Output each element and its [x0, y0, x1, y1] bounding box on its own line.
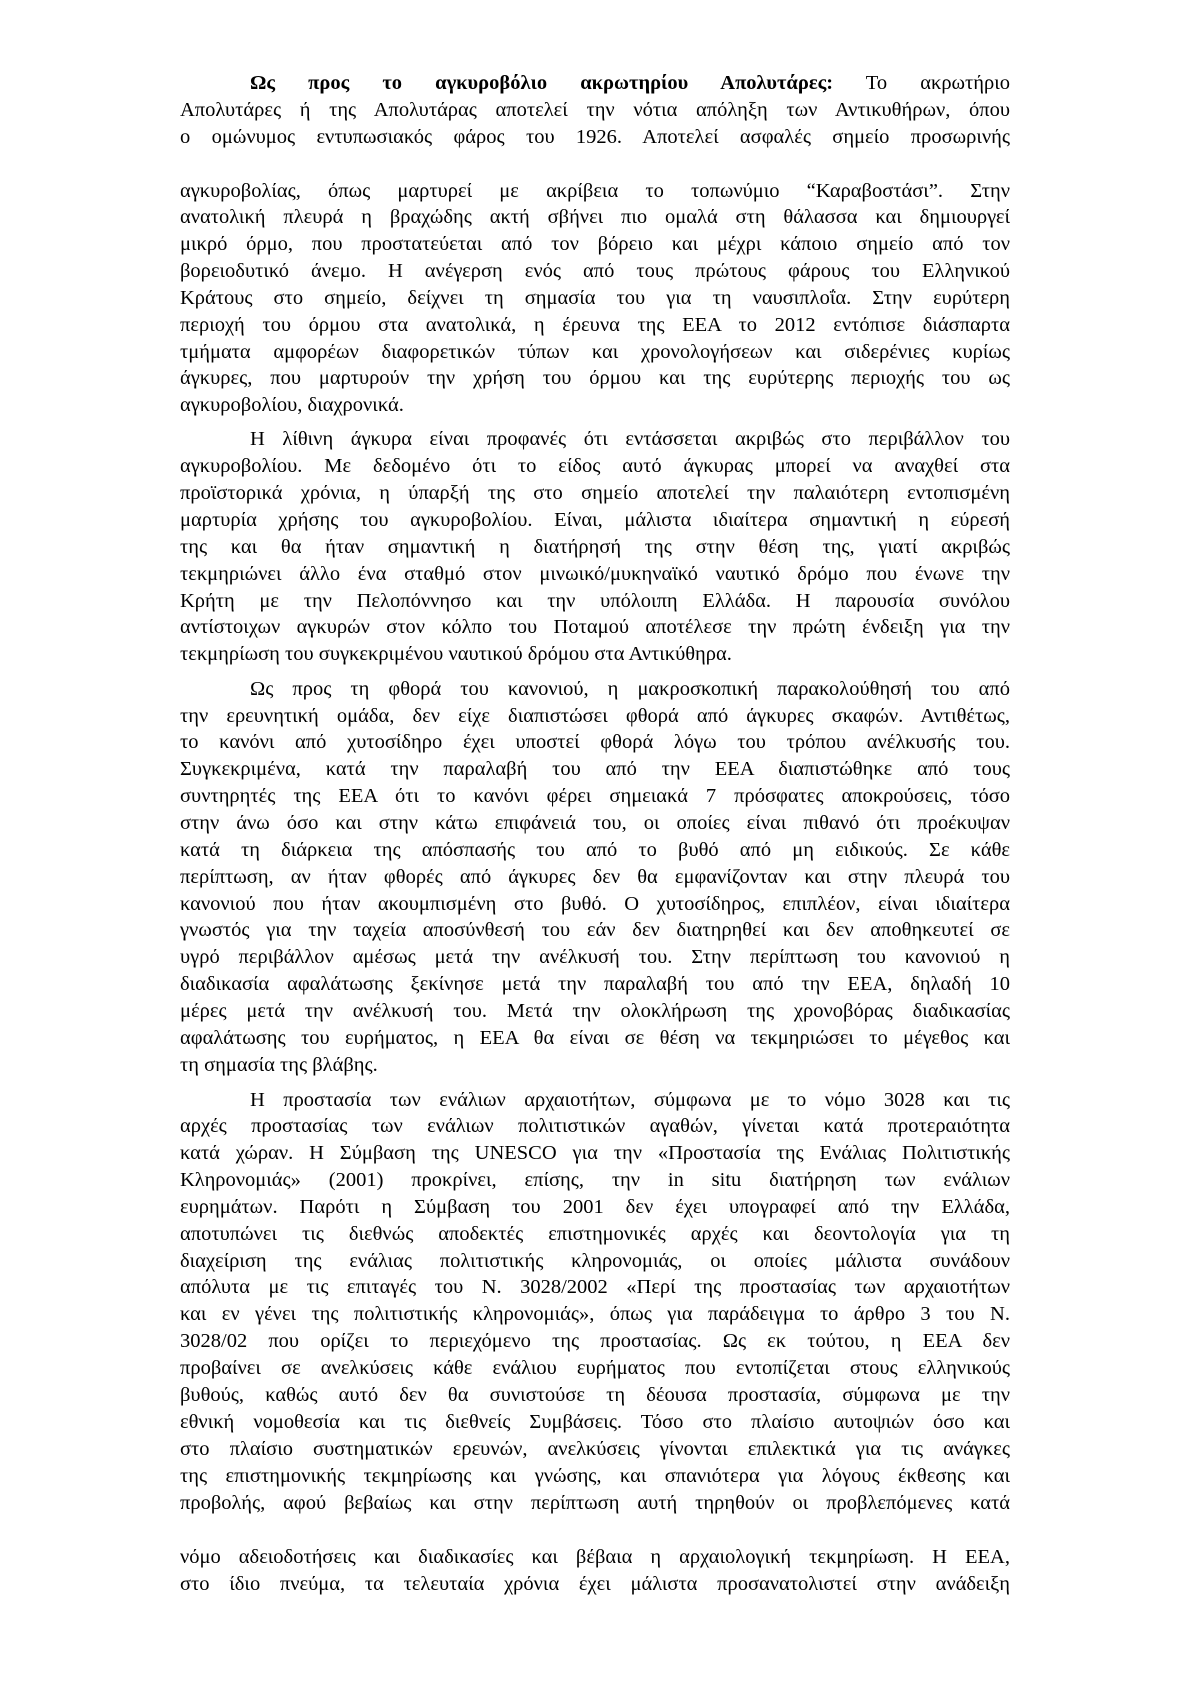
- text-line: Ως προς το αγκυροβόλιο ακρωτηρίου Απολυτάρες: Το ακρωτήριο: [250, 72, 1010, 94]
- text-line: και εν γένει της πολιτιστικής κληρονομιάς», όπως για παράδειγμα το άρθρο 3 του Ν.: [180, 1303, 1010, 1325]
- text-line: Ως προς τη φθορά του κανονιού, η μακροσκοπική παρακολούθησή του από: [250, 678, 1010, 700]
- text-line: Κληρονομιάς» (2001) προκρίνει, επίσης, την in situ διατήρηση των ενάλιων: [180, 1169, 1010, 1191]
- text-line: μέρες μετά την ανέλκυσή του. Μετά την ολοκλήρωση της χρονοβόρας διαδικασίας: [180, 1000, 1010, 1022]
- text-line: άγκυρες, που μαρτυρούν την χρήση του όρμου και της ευρύτερης περιοχής του ως: [180, 367, 1010, 389]
- text-line: Κράτους στο σημείο, δείχνει τη σημασία του για τη ναυσιπλοΐα. Στην ευρύτερη: [180, 287, 1010, 309]
- text-line: προϊστορικά χρόνια, η ύπαρξή της στο σημείο αποτελεί την παλαιότερη εντοπισμένη: [180, 482, 1010, 504]
- text-line: Η λίθινη άγκυρα είναι προφανές ότι εντάσσεται ακριβώς στο περιβάλλον του: [250, 428, 1010, 450]
- text-line: Απολυτάρες ή της Απολυτάρας αποτελεί την νότια απόληξη των Αντικυθήρων, όπου: [180, 99, 1010, 121]
- text-line: περιοχή του όρμου στα ανατολικά, η έρευνα της ΕΕΑ το 2012 εντόπισε διάσπαρτα: [180, 314, 1010, 336]
- text-line: μαρτυρία χρήσης του αγκυροβολίου. Είναι, μάλιστα ιδιαίτερα σημαντική η εύρεσή: [180, 509, 1010, 531]
- text-line: προβολής, αφού βεβαίως και στην περίπτωση αυτή τηρηθούν οι προβλεπόμενες κατά: [180, 1492, 1010, 1514]
- text-line: την ερευνητική ομάδα, δεν είχε διαπιστώσει φθορά από άγκυρες σκαφών. Αντιθέτως,: [180, 705, 1010, 727]
- text-line: νόμο αδειοδοτήσεις και διαδικασίες και βέβαια η αρχαιολογική τεκμηρίωση. Η ΕΕΑ,: [180, 1546, 1010, 1568]
- text-line: γνωστός για την ταχεία αποσύνθεσή του εάν δεν διατηρηθεί και δεν αποθηκευτεί σε: [180, 919, 1010, 941]
- text-line: κατά τη διάρκεια της απόσπασής του από το βυθό από μη ειδικούς. Σε κάθε: [180, 839, 1010, 861]
- text-line: αγκυροβολίου. Με δεδομένο ότι το είδος αυτό άγκυρας μπορεί να αναχθεί στα: [180, 455, 1010, 477]
- paragraph-lead-heading: Ως προς το αγκυροβόλιο ακρωτηρίου Απολυτάρες:: [250, 72, 834, 94]
- text-line: αντίστοιχων αγκυρών στον κόλπο του Ποταμού αποτέλεσε την πρώτη ένδειξη για την: [180, 616, 1010, 638]
- text-line: ανατολική πλευρά η βραχώδης ακτή σβήνει πιο ομαλά στη θάλασσα και δημιουργεί: [180, 206, 1010, 228]
- text-line: Συγκεκριμένα, κατά την παραλαβή του από την ΕΕΑ διαπιστώθηκε από τους: [180, 758, 1010, 780]
- text-line: εθνική νομοθεσία και τις διεθνείς Συμβάσεις. Τόσο στο πλαίσιο αυτοψιών όσο και: [180, 1411, 1010, 1433]
- text-line: αρχές προστασίας των ενάλιων πολιτιστικών αγαθών, γίνεται κατά προτεραιότητα: [180, 1115, 1010, 1137]
- text-line: κατά χώραν. Η Σύμβαση της UNESCO για την «Προστασία της Ενάλιας Πολιτιστικής: [180, 1142, 1010, 1164]
- text-line: στο ίδιο πνεύμα, τα τελευταία χρόνια έχει μάλιστα προσανατολιστεί στην ανάδειξη: [180, 1573, 1010, 1595]
- text-line: τη σημασία της βλάβης.: [180, 1054, 378, 1076]
- text-line: βορειοδυτικό άνεμο. Η ανέγερση ενός από τους πρώτους φάρους του Ελληνικού: [180, 260, 1010, 282]
- text-line: κανονιού που ήταν ακουμπισμένη στο βυθό. Ο χυτοσίδηρος, επιπλέον, είναι ιδιαίτερα: [180, 893, 1010, 915]
- text-line: στην άνω όσο και στην κάτω επιφάνειά του, οι οποίες είναι πιθανό ότι προέκυψαν: [180, 812, 1010, 834]
- text-line: της και θα ήταν σημαντική η διατήρησή της στην θέση της, γιατί ακριβώς: [180, 536, 1010, 558]
- text-line: μικρό όρμο, που προστατεύεται από τον βόρειο και μέχρι κάποιο σημείο από τον: [180, 233, 1010, 255]
- text-line: προβαίνει σε ανελκύσεις κάθε ενάλιου ευρήματος που εντοπίζεται στους ελληνικούς: [180, 1357, 1010, 1379]
- text-line: αγκυροβολίου, διαχρονικά.: [180, 394, 404, 416]
- text-line: ευρημάτων. Παρότι η Σύμβαση του 2001 δεν έχει υπογραφεί από την Ελλάδα,: [180, 1196, 1010, 1218]
- text-line: της επιστημονικής τεκμηρίωσης και γνώσης, και σπανιότερα για λόγους έκθεσης και: [180, 1465, 1010, 1487]
- text-line: ο ομώνυμος εντυπωσιακός φάρος του 1926. Αποτελεί ασφαλές σημείο προσωρινής: [180, 126, 1010, 148]
- text-line: αποτυπώνει τις διεθνώς αποδεκτές επιστημονικές αρχές και δεοντολογία για τη: [180, 1223, 1010, 1245]
- text-line: το κανόνι από χυτοσίδηρο έχει υποστεί φθορά λόγω του τρόπου ανέλκυσής του.: [180, 731, 1010, 753]
- text-line: τμήματα αμφορέων διαφορετικών τύπων και χρονολογήσεων και σιδερένιες κυρίως: [180, 341, 1010, 363]
- text-line: στο πλαίσιο συστηματικών ερευνών, ανελκύσεις γίνονται επιλεκτικά για τις ανάγκες: [180, 1438, 1010, 1460]
- text-line: περίπτωση, αν ήταν φθορές από άγκυρες δεν θα εμφανίζονταν και στην πλευρά του: [180, 866, 1010, 888]
- text-line: Η προστασία των ενάλιων αρχαιοτήτων, σύμφωνα με το νόμο 3028 και τις: [250, 1089, 1010, 1111]
- text-line: βυθούς, καθώς αυτό δεν θα συνιστούσε τη δέουσα προστασία, σύμφωνα με την: [180, 1384, 1010, 1406]
- text-line: συντηρητές της ΕΕΑ ότι το κανόνι φέρει σημειακά 7 πρόσφατες αποκρούσεις, τόσο: [180, 785, 1010, 807]
- text-line: Κρήτη με την Πελοπόννησο και την υπόλοιπη Ελλάδα. Η παρουσία συνόλου: [180, 590, 1010, 612]
- text-line: διαδικασία αφαλάτωσης ξεκίνησε μετά την παραλαβή του από την ΕΕΑ, δηλαδή 10: [180, 973, 1010, 995]
- text-line: αφαλάτωσης του ευρήματος, η ΕΕΑ θα είναι σε θέση να τεκμηριώσει το μέγεθος και: [180, 1027, 1010, 1049]
- text-line: διαχείριση της ενάλιας πολιτιστικής κληρονομιάς, οι οποίες μάλιστα συνάδουν: [180, 1250, 1010, 1272]
- text-line: υγρό περιβάλλον αμέσως μετά την ανέλκυσή του. Στην περίπτωση του κανονιού η: [180, 946, 1010, 968]
- text-line: απόλυτα με τις επιταγές του Ν. 3028/2002 «Περί της προστασίας των αρχαιοτήτων: [180, 1276, 1010, 1298]
- text-line: τεκμηριώνει άλλο ένα σταθμό στον μινωικό/μυκηναϊκό ναυτικό δρόμο που ένωνε την: [180, 563, 1010, 585]
- text-line: αγκυροβολίας, όπως μαρτυρεί με ακρίβεια το τοπωνύμιο “Καραβοστάσι”. Στην: [180, 180, 1010, 202]
- text-line: τεκμηρίωση του συγκεκριμένου ναυτικού δρόμου στα Αντικύθηρα.: [180, 643, 732, 665]
- text-line: 3028/02 που ορίζει το περιεχόμενο της προστασίας. Ως εκ τούτου, η ΕΕΑ δεν: [180, 1330, 1010, 1352]
